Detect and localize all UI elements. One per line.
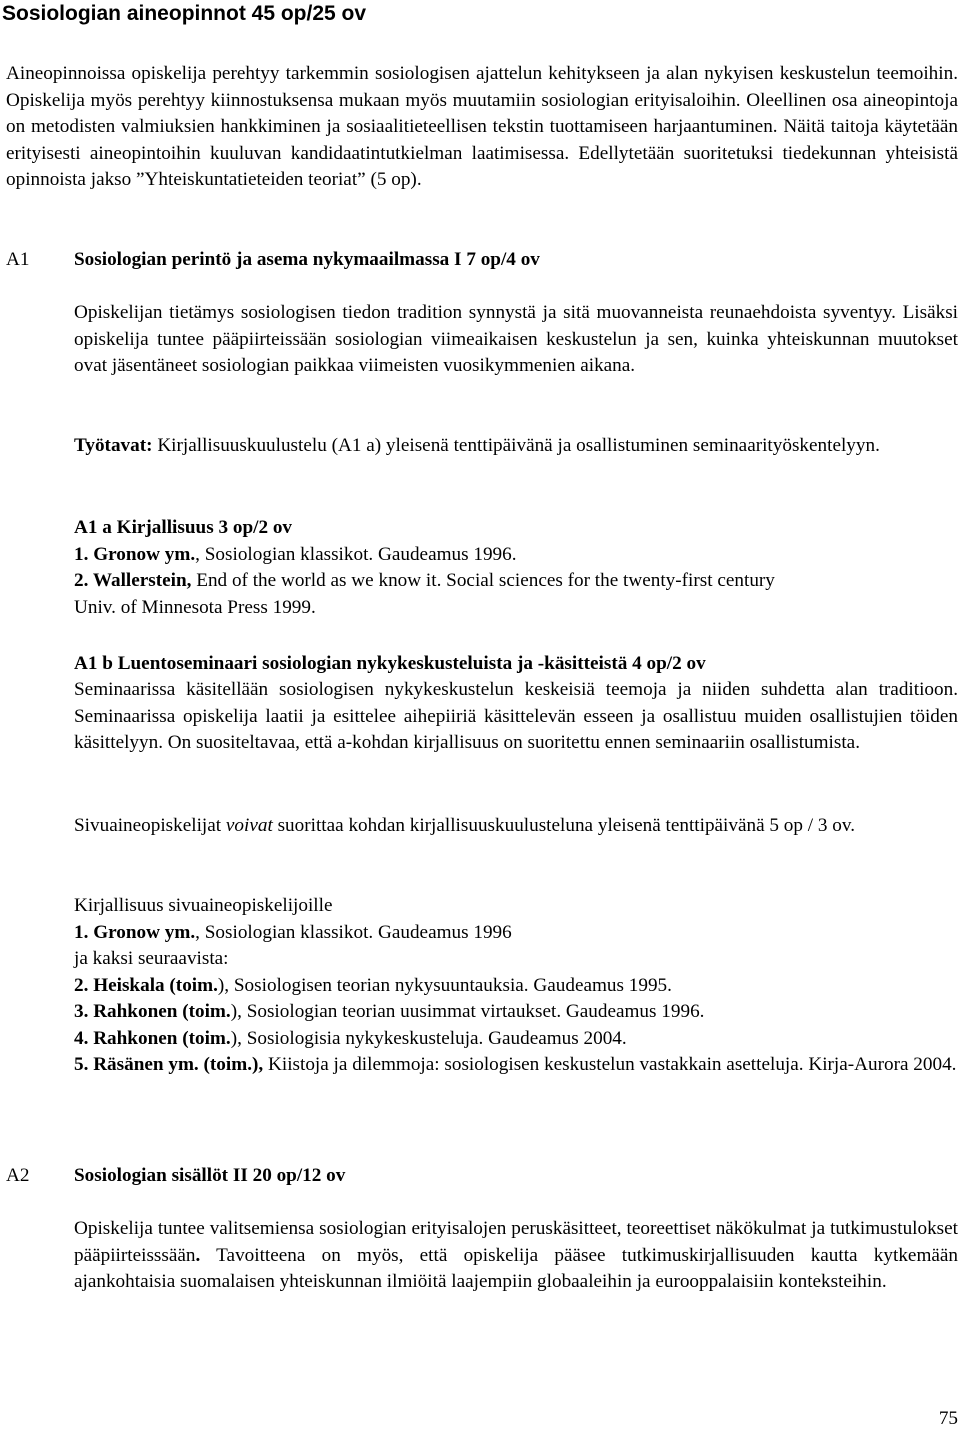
minor-lit-item-5: 5. Räsänen ym. (toim.), Kiistoja ja dilemmoja: sosiologisen keskustelun vastakkain asetteluja. Kirja-Aurora 2004. xyxy=(74,1054,957,1075)
a1a-title: A1 a Kirjallisuus 3 op/2 ov xyxy=(74,517,293,538)
a2-description: Opiskelija tuntee valitsemiensa sosiologian erityisalojen peruskäsitteet, teoreettiset näkökulmat ja tutkimustulokset pääpiirteisssään. Tavoitteena on myös, että opiskelija pääsee tutkimuskirjallisuuden kautta kytkemään ajankohtaisia suomalaisen yhteiskunnan ilmiöitä laajempiin globaaleihin ja eurooppalaisiin konteksteihin. xyxy=(74,1218,958,1292)
minor-lit-item-3: 3. Rahkonen (toim.), Sosiologian teorian uusimmat virtaukset. Gaudeamus 1996. xyxy=(74,1001,705,1022)
minor-lit-choose: ja kaksi seuraavista: xyxy=(74,948,229,969)
a1-description: Opiskelijan tietämys sosiologisen tiedon tradition synnystä ja sitä muovanneista reunaehdoista syventyy. Lisäksi opiskelija tuntee pääpiirteissään sosiologian viimeaikaisen keskustelun ja sen, kuinka yhteiskunnan muutokset ovat jäsentäneet sosiologian paikkaa viimeisten vuosikymmenien aikana. xyxy=(74,302,958,376)
a1b-title: A1 b Luentoseminaari sosiologian nykykeskusteluista ja -käsitteistä 4 op/2 ov xyxy=(74,653,706,674)
intro-paragraph: Aineopinnoissa opiskelija perehtyy tarkemmin sosiologisen ajattelun kehitykseen ja alan nykyisen keskustelun teemoihin. Opiskelija myös perehtyy kiinnostuksensa mukaan myös muutamiin sosiologian erityisaloihin. Oleellinen osa aineopintoja on metodisten valmiuksien hankkiminen ja sosiaalitieteellisen tekstin tuottamiseen harjaantuminen. Näitä taitoja käytetään erityisesti aineopintoihin kuuluvan kandidaatintutkielman laatimisessa. Edellytetään suoritetuksi tiedekunnan yhteisistä opinnoista jakso ”Yhteiskuntatieteiden teoriat” (5 op). xyxy=(6,63,958,190)
minor-note-emphasis: voivat xyxy=(225,815,273,836)
a1a-block xyxy=(74,515,958,621)
a1a-lit-item-2: 2. Wallerstein, End of the world as we know it. Social sciences for the twenty-first century xyxy=(74,570,775,591)
minor-lit-item-4: 4. Rahkonen (toim.), Sosiologisia nykykeskusteluja. Gaudeamus 2004. xyxy=(74,1027,627,1049)
page-title: Sosiologian aineopinnot 45 op/25 ov xyxy=(2,2,367,25)
section-code-a2: A2 xyxy=(6,1165,30,1186)
a1a-lit-item-1: 1. Gronow ym., Sosiologian klassikot. Gaudeamus 1996. xyxy=(74,543,517,565)
minor-note: Sivuaineopiskelijat voivat suorittaa kohdan kirjallisuuskuulusteluna yleisenä tenttipäivänä 5 op / 3 ov. xyxy=(74,815,856,836)
page-number: 75 xyxy=(938,1408,958,1429)
a1b-description: Seminaarissa käsitellään sosiologisen nykykeskustelun keskeisiä teemoja ja niiden suhdetta alan traditioon. Seminaarissa opiskelija laatii ja esittelee aihepiiriä käsittelevän esseen ja osallistuu muiden osallistujien töiden käsittelyyn. On suositeltavaa, että a-kohdan kirjallisuus on suoritettu ennen seminaariin osallistumista. xyxy=(74,679,958,753)
section-title-a2: Sosiologian sisällöt II 20 op/12 ov xyxy=(74,1165,346,1186)
section-title-a1: Sosiologian perintö ja asema nykymaailmassa I 7 op/4 ov xyxy=(74,249,540,270)
section-code-a1: A1 xyxy=(6,249,30,270)
a1-work-methods xyxy=(74,433,958,460)
a1a-lit-item-2-cont: Univ. of Minnesota Press 1999. xyxy=(74,596,316,618)
work-methods-label: Työtavat: xyxy=(74,435,153,456)
a1b-title-row xyxy=(74,651,958,678)
minor-lit-item-2: 2. Heiskala (toim.), Sosiologisen teorian nykysuuntauksia. Gaudeamus 1995. xyxy=(74,974,672,996)
minor-lit-title: Kirjallisuus sivuaineopiskelijoille xyxy=(74,895,333,916)
work-methods-text: Kirjallisuuskuulustelu (A1 a) yleisenä tenttipäivänä ja osallistuminen seminaarityöskentelyyn. xyxy=(152,435,880,456)
minor-literature xyxy=(74,893,958,1052)
minor-lit-item-1: 1. Gronow ym., Sosiologian klassikot. Gaudeamus 1996 xyxy=(74,921,512,943)
